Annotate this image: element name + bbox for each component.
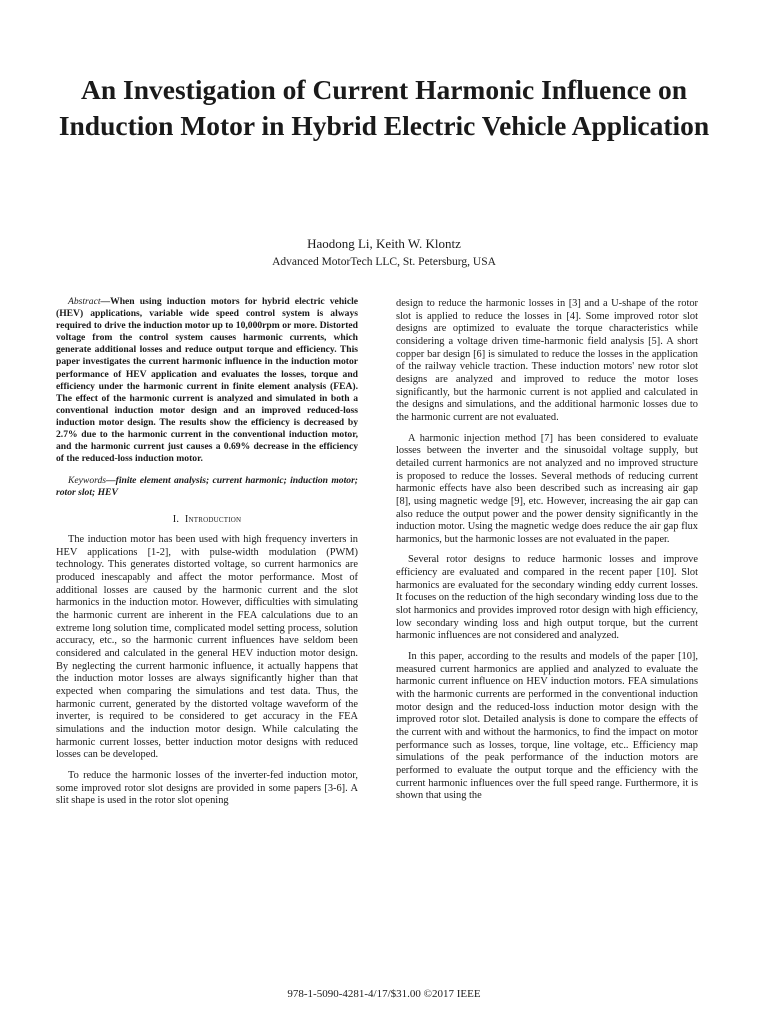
section-heading-introduction	[56, 514, 358, 527]
intro-paragraph-2: To reduce the harmonic losses of the inverter-fed induction motor, some improved rotor slot designs are provided in some papers [3-6]. A slit shape is used in the rotor slot opening	[56, 769, 358, 807]
abstract	[56, 296, 358, 465]
section-number: I.	[172, 513, 180, 525]
paper-authors: Haodong Li, Keith W. Klontz	[307, 236, 461, 251]
intro-paragraph-1: The induction motor has been used with high frequency inverters in HEV applications [1-2], with pulse-width modulation (PWM) technology. This generates distorted voltage, so current harmonics are produced inescapably and affect the motor performance. Most of additional losses are caused by the harmonic current and the slot harmonics in the induction motor. However, difficulties with simulating the harmonic current are inherent in the FEA calculations due to an extreme long solution time, complicated model setting process, solution accuracy, etc., so the harmonic current influences have seldom been considered and calculated in the general HEV induction motor design. By neglecting the current harmonic influence, it actually happens that the induction motor losses are always significantly higher than that expected when comparing the simulations and test data. Thus, the harmonic current, generated by the distorted voltage waveform of the inverter, is required to be considered to get accuracy in the FEA simulations and the induction motor design. While calculating the harmonic current losses, better induction motor designs with reduced losses can be developed.	[56, 534, 358, 761]
intro-paragraph-5: Several rotor designs to reduce harmonic losses and improve efficiency are evaluated and compared in the recent paper [10]. Slot harmonics are evaluated for the secondary winding eddy current losses. It focuses on the reduction of the high secondary winding loss due to the slot harmonics and provides improved rotor design with high efficiency, low secondary winding loss and high output torque, but the current harmonic influences are not considered and analyzed.	[396, 554, 698, 642]
abstract-lead: Abstract	[68, 296, 101, 307]
paper-title: An Investigation of Current Harmonic Influence on Induction Motor in Hybrid Electric Vehicle Application	[58, 74, 710, 141]
paper-affiliation: Advanced MotorTech LLC, St. Petersburg, USA	[272, 256, 496, 268]
section-title: Introduction	[184, 513, 242, 525]
left-column	[56, 296, 358, 816]
abstract-body: —When using induction motors for hybrid electric vehicle (HEV) applications, variable wide speed control system is always required to drive the induction motor up to 10,000rpm or more. Distorted voltage from the control system causes harmonic currents, which generate additional losses and reduce output torque and efficiency. This paper investigates the current harmonic influence in the induction motor performance of HEV application and evaluates the losses, torque and efficiency under the harmonic current in finite element analysis (FEA). The effect of the harmonic current is analyzed and simulated in both a conventional induction motor design and an improved reduced-loss induction motor design. The results show the efficiency is decreased by 2.7% due to the harmonic current in the conventional induction motor, and the harmonic current just causes a 0.69% decrease in the efficiency of the reduced-loss induction motor.	[56, 296, 358, 465]
copyright-footer: 978-1-5090-4281-4/17/$31.00 ©2017 IEEE	[287, 988, 481, 1000]
right-column	[396, 298, 698, 811]
intro-paragraph-3: design to reduce the harmonic losses in [3] and a U-shape of the rotor slot is applied to reduce the losses in [4]. Some improved rotor slot designs are optimized to evaluate the torque characteristics while considering a voltage driven time-harmonic field analysis [5]. A short copper bar design [6] is simulated to reduce the losses in the application of the railway vehicle traction. These induction motors' new rotor slot designs are analyzed and improved to reduce the motor loses significantly, but the harmonic current is not applied and calculated in the designs and simulations, and the additional harmonic losses due to the harmonic current are not evaluated.	[396, 298, 698, 423]
keywords-lead: Keywords	[68, 475, 107, 487]
intro-paragraph-6: In this paper, according to the results and models of the paper [10], measured current harmonics are applied and analyzed to evaluate the harmonic current influence on HEV induction motors. FEA simulations with the harmonic currents are performed in the conventional induction motor design and the reduced-loss induction motor design with the improved rotor slot. Detailed analysis is done to compare the effects of the current with and without the harmonics, to find the impact on motor performance such as losses, torque, line voltage, etc.. Efficiency map simulations of the peak performance of the induction motors are performed to evaluate the output torque and the efficiency with the current harmonic influences over the full speed range. Furthermore, it is shown that using the	[396, 651, 698, 802]
keywords	[56, 475, 358, 499]
intro-paragraph-4: A harmonic injection method [7] has been considered to evaluate losses between the inverter and the sinusoidal voltage supply, but detailed current harmonics are not analyzed and no improved structure is proposed to reduce the losses. Several methods of reducing current harmonic effects have also been described such as increasing air gap [8], using magnetic wedge [9], etc. However, increasing the air gap can also reduce the output power and the power density significantly in the induction motor. Using the magnetic wedge does reduce the air gap flux harmonics, but the harmonic losses are not evaluated in the paper.	[396, 432, 698, 545]
keywords-body: —finite element analysis; current harmonic; induction motor; rotor slot; HEV	[56, 475, 358, 499]
